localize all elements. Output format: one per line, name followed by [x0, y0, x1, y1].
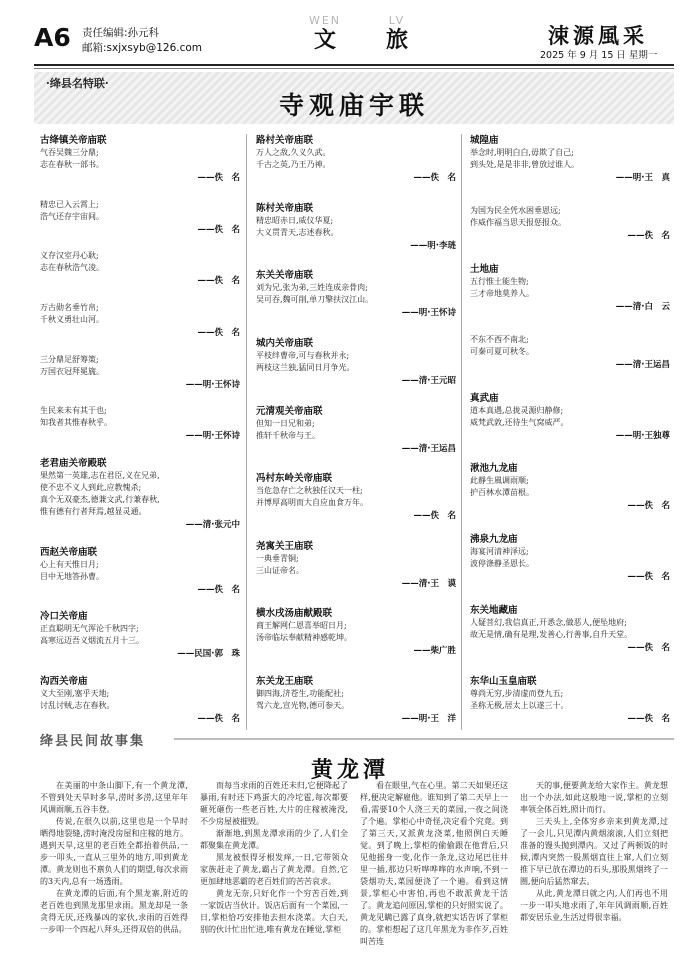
couplet-entry	[40, 610, 240, 661]
couplet-line: 汤帝临坛奉献精神感乾坤。	[256, 633, 352, 643]
section-left	[300, 14, 350, 53]
couplet-line: 道本真遇,总拢灵源归静修;	[470, 405, 564, 415]
section-left-en: WEN	[308, 14, 342, 27]
couplet-line: 两枝这兰独,猛同日月争光。	[256, 362, 355, 372]
couplet-line: 义存汉室丹心耿;	[40, 251, 99, 261]
couplet-title: 元清观关帝庙联	[256, 405, 323, 417]
couplet-line: 海宴河清神泽远;	[470, 547, 529, 557]
page-number: A6	[34, 23, 71, 52]
couplet-line: 到头处,是是非非,曾放过谁人。	[470, 160, 580, 169]
couplet-line: 三分鼎足舒筹策;	[40, 354, 99, 364]
story-paragraph: 天的事,便要黄龙给大家作主。黄龙想出一个办法,如此这般地一说,掌柜的立刻率领全体百姓,照计而行。	[520, 781, 668, 814]
story-column-4	[520, 780, 668, 924]
story-paragraph: 渐渐地,到黑龙潭求雨的少了,人们全都聚集在黄龙潭。	[200, 829, 348, 850]
couplet-author: ——佚 名	[627, 714, 670, 724]
story-title: 黄龙潭	[310, 757, 389, 783]
couplet-author: ——明·李琏	[410, 240, 456, 251]
newspaper-brand: 涑源風采	[548, 23, 648, 48]
couplet-line: 五行惟土能生物;	[470, 276, 529, 286]
couplet-author: ——清·张元中	[185, 519, 240, 530]
couplet-title: 沸泉九龙庙	[470, 534, 518, 546]
couplet-line: 当危急存亡之秋独任汉天一柱;	[256, 486, 363, 496]
couplet-author: ——佚 名	[627, 501, 670, 512]
story-paragraph: 黄龙无奈,只好化作一个穷苦百姓,到一家饭店当伙计。饭店后面有一个菜园,一日,掌柜恰巧安排他去担水浇菜。大白天,别的伙计忙出忙进,唯有黄龙在睡觉,掌柜	[200, 889, 348, 934]
couplet-title: 东关龙王庙联	[256, 676, 314, 687]
couplet-line: 作威作福当思天报惩报众。	[470, 217, 566, 227]
couplet-author: ——佚 名	[627, 643, 670, 654]
couplet-line: 并博厚高明而大自应血食万年。	[256, 498, 368, 508]
couplet-line: 万国衣冠拜冕旒。	[40, 366, 104, 376]
story-column-2	[200, 780, 348, 936]
couplet-title: 真武庙	[470, 392, 499, 404]
couplet-author: ——佚 名	[197, 173, 240, 183]
couplet-entry	[470, 205, 670, 243]
couplet-line: 知我者其惟春秋乎。	[40, 418, 112, 428]
couplet-author: ——明·王怀诗	[185, 379, 240, 390]
couplet-line: 一典垂青铜;	[256, 553, 299, 563]
couplet-line: 圣称无极,居太上以遂三十。	[470, 701, 569, 710]
story-paragraph: 三天头上,全体穷乡亲来到黄龙潭,过了一会儿,只见潭内黄烟滚滚,人们立刻把准备的馒头抛到潭内。又过了两顿饭的时候,潭内突然一股黑烟直往上窜,人们立刻推下早已放在潭边的石头,那股黑烟终了一圈,便向后猛然窜去。	[520, 817, 668, 886]
couplet-line: 尊尚无穷,步清虚而登九五;	[470, 689, 564, 698]
couplet-title: 冷口关帝庙	[40, 611, 88, 623]
couplet-entry	[470, 334, 670, 372]
story-paragraph: 在黄龙潭的后面,有个黑龙寨,附近的老百姓也到黑龙那里求雨。黑龙却是一条贪得无厌,还残暴凶的家伙,求雨的百姓得一步叩一个四起八拜头,还得双倍的供品。	[40, 889, 188, 934]
couplet-title: 陈村关帝庙联	[256, 202, 314, 214]
couplet-line: 真个无双豪杰,德兼文武,行兼春秋,	[40, 494, 160, 504]
couplet-title: 城内关帝庙联	[256, 337, 314, 349]
couplet-line: 护百林水潭苗根。	[470, 488, 534, 498]
couplet-entry	[40, 675, 240, 726]
couplet-entry	[256, 472, 456, 523]
couplet-line: 心上有天惟日月;	[40, 559, 99, 569]
story-paragraph: 在美丽的中条山脚下,有一个黄龙潭,不管到处天旱时多旱,涝时多涝,这里年年风调雨顺,五谷丰登。	[40, 781, 188, 814]
couplet-entry	[470, 604, 670, 655]
couplet-title: 土地庙	[470, 263, 499, 275]
couplet-line: 御四海,济苍生,功能配社;	[256, 689, 344, 698]
couplet-line: 刘为兄,张为弟,三姓连成亲骨肉;	[256, 283, 368, 293]
couplet-author: ——佚 名	[413, 173, 456, 183]
couplet-title: 横水戌汤庙献殿联	[256, 608, 333, 620]
temple-section-banner	[34, 72, 674, 124]
couplet-entry	[40, 199, 240, 237]
couplet-author: ——佚 名	[197, 713, 240, 724]
couplet-line: 生民来未有其于也;	[40, 406, 107, 416]
couplet-line: 千古之英,乃王乃神。	[256, 160, 331, 169]
couplet-author: ——清·白 云	[615, 301, 670, 312]
couplet-entry	[40, 134, 240, 185]
couplet-line: 高寒远迈吾义烟流五月十三。	[40, 636, 144, 646]
couplet-entry	[256, 202, 456, 253]
story-paragraph: 黑龙被恨得牙根发痒,一日,它带领众家族赶走了黄龙,霸占了黄龙潭。自然,它更加肆地恶霸的老百姓们的苦苦哀求。	[200, 853, 348, 886]
couplet-line: 三山证帝名。	[256, 565, 304, 575]
header-rule-thin	[34, 68, 674, 69]
header-rule	[34, 64, 674, 66]
couplet-column-1	[40, 134, 240, 726]
couplet-column-3	[470, 134, 670, 726]
couplet-line: 使不忠不义人到此,应教愧杀;	[40, 482, 142, 492]
couplet-entry	[470, 462, 670, 513]
couplet-entry	[40, 457, 240, 532]
couplet-line: 威梵武敦,还待生气窝威严。	[470, 417, 569, 427]
couplet-line: 正直聪明无气浑沦千秋四字;	[40, 624, 139, 634]
editor-info	[82, 26, 202, 56]
story-paragraph: 从此,黄龙潭日就之内,人们再也不用一步一叩头地求雨了,年年风调雨顺,百姓都安居乐业,生活过得很幸福。	[520, 889, 668, 922]
couplet-line: 三才帝地莫养人。	[470, 288, 534, 298]
story-section-banner	[34, 730, 674, 748]
couplet-line: 志在春秋浩气凌。	[40, 263, 104, 273]
couplet-line: 目中无地答孙曹。	[40, 571, 104, 581]
section-right	[372, 14, 422, 53]
couplet-entry	[256, 607, 456, 658]
temple-article-title: 寺观庙宇联	[278, 91, 429, 120]
story-paragraph: 而每当求雨的百姓还未归,它便降起了暴雨,有时还下鸡蛋大的冷坨雹,每次都要砸死砸伤一些老百姓,大片的庄稼被淹没,不少房屋被摧毁。	[200, 781, 348, 826]
column-divider	[461, 134, 462, 730]
couplet-title: 尧寓关王庙联	[256, 540, 314, 552]
section-left-cn: 文	[313, 27, 336, 53]
story-column-name: 绛县民间故事集	[40, 730, 153, 749]
couplet-line: 精忠已入云霄上;	[40, 199, 99, 209]
couplet-title: 湫池九龙庙	[470, 463, 518, 475]
column-divider	[246, 134, 247, 730]
couplet-line: 商王解网仁恩喜举昭日月;	[256, 621, 347, 631]
couplet-entry	[40, 302, 240, 340]
couplet-line: 果然第一英雄,志在君臣,义在兄弟,	[40, 470, 160, 480]
couplet-entry	[256, 675, 456, 726]
editor-name: 责任编辑:孙元科	[82, 27, 160, 39]
couplet-title: 东关地藏庙	[470, 605, 518, 617]
couplet-line: 义大至刚,塞乎天地;	[40, 688, 110, 698]
couplet-entry	[470, 392, 670, 443]
couplet-author: ——佚 名	[197, 327, 240, 338]
section-right-cn: 旅	[385, 27, 408, 53]
story-column-3	[360, 780, 508, 948]
story-column-1	[40, 780, 188, 936]
couplet-line: 大义贯青天,志述春秋。	[256, 227, 339, 237]
couplet-line: 波停涤静圣恩长。	[470, 559, 534, 569]
couplet-author: ——清·王 谟	[401, 578, 456, 589]
couplet-author: ——民国·郭 珠	[177, 649, 240, 660]
couplet-line: 推轩千秋帝与王。	[256, 430, 320, 440]
couplet-entry	[40, 405, 240, 443]
couplet-entry	[256, 540, 456, 591]
couplet-line: 惟有德有行者拜焉,越显灵通。	[40, 506, 147, 516]
couplet-entry	[256, 134, 456, 185]
couplet-title: 沟西关帝庙	[40, 675, 88, 687]
couplet-author: ——明·王 洋	[401, 714, 456, 724]
story-paragraph: 传说,在很久以前,这里也是一个旱时晒得地裂缝,涝时淹没房屋和庄稼的地方。遇到天旱,这里的老百姓全都抬着供品,一步一叩头,一直从三里外的地方,叩到黄龙潭。黄龙则也不禀负人们的期望,每次求雨的3天内,总有一场透雨。	[40, 817, 188, 886]
couplet-entry	[470, 533, 670, 584]
couplet-line: 志在春秋一部书。	[40, 160, 104, 169]
couplet-entry	[256, 405, 456, 456]
couplet-title: 冯村东岭关帝庙联	[256, 473, 333, 485]
couplet-title: 古绛镇关帝庙联	[40, 135, 107, 146]
couplet-entry	[40, 354, 240, 392]
couplet-author: ——佚 名	[197, 224, 240, 235]
couplet-author: ——佚 名	[413, 511, 456, 522]
couplet-title: 东华山玉皇庙联	[470, 676, 537, 687]
couplet-line: 气吞吴魏三分鼎;	[40, 148, 99, 157]
couplet-entry	[40, 250, 240, 288]
couplet-entry	[470, 675, 670, 726]
section-right-en: LV	[388, 14, 406, 27]
couplet-entry	[40, 546, 240, 597]
couplet-line: 万古勋名垂竹帛;	[40, 302, 99, 312]
couplet-line: 平枝绊曹帝,可与春秋并永;	[256, 350, 350, 360]
couplet-author: ——明·王怀诗	[185, 431, 240, 442]
couplet-entry	[256, 269, 456, 320]
couplet-author: ——佚 名	[627, 572, 670, 583]
couplet-entry	[470, 263, 670, 314]
couplet-author: ——明·王独尊	[615, 430, 670, 441]
couplet-line: 不东不西不南北;	[470, 334, 529, 344]
couplet-line: 千秋义勇壮山河。	[40, 314, 104, 324]
couplet-title: 城隍庙	[470, 135, 499, 146]
temple-column-name: ·绛县名特联·	[46, 77, 109, 90]
couplet-author: ——佚 名	[197, 584, 240, 595]
couplet-line: 驾六龙,宣光物,德可参天。	[256, 701, 350, 710]
couplet-line: 举念时,明明白白,毋欺了自己;	[470, 148, 574, 157]
couplet-line: 精忠昭赤日,威仪华夏;	[256, 215, 334, 225]
couplet-line: 吴可吞,魏可削,单刀擎扶汉江山。	[256, 295, 374, 305]
couplet-line: 为国为民全凭水困垂恩远;	[470, 205, 561, 215]
couplet-author: ——明·王怀诗	[401, 308, 456, 319]
couplet-entry	[256, 337, 456, 388]
editor-email: 邮箱:sxjxsyb@126.com	[82, 42, 203, 54]
couplet-column-2	[256, 134, 456, 726]
couplet-line: 但知一日兄和弟;	[256, 418, 315, 428]
couplet-author: ——柴广胜	[413, 646, 456, 657]
couplet-author: ——明·王 真	[615, 173, 670, 183]
couplet-line: 人疑菩幻,我信真正,开悉念,做恶人,便坠地府;	[470, 618, 627, 628]
banner-rule	[174, 738, 674, 740]
couplet-entry	[470, 134, 670, 185]
story-paragraph: 看在眼里,气在心里。第二天如果还这样,便决定解雇他。谁知到了第二天早上一看,需要10个人浇三天的菜园,一夜之间浇了个遍。掌柜心中奇怪,决定看个究竟。到了第三天,又派黄龙浇菜,他照例白天睡觉。到了晚上,掌柜的偷偷跟在他背后,只见他摇身一变,化作一条龙,这边尾巴往井里一插,那边只听哗哗哗的水声响,不到一袋烟功夫,菜园便浇了一个遍。看到这情景,掌柜心中害怕,再也不敢派黄龙干活了。黄龙追问原因,掌柜的只好照实说了。黄龙见瞒已露了真身,就把实话告诉了掌柜的。掌柜想起了这几年黑龙为非作歹,百姓叫苦连	[360, 781, 508, 946]
couplet-author: ——清·王运昌	[615, 359, 670, 370]
issue-date: 2025 年 9 月 15 日 星期一	[540, 50, 658, 61]
couplet-line: 讨乱讨贼,志在春秋。	[40, 700, 115, 710]
couplet-author: ——佚 名	[627, 230, 670, 241]
page-header	[0, 0, 700, 66]
couplet-line: 浩气还存宇宙间。	[40, 211, 104, 221]
couplet-author: ——佚 名	[197, 276, 240, 287]
couplet-title: 老君庙关帝殿联	[40, 457, 107, 469]
couplet-line: 可秦可夏可秋冬。	[470, 346, 534, 356]
couplet-author: ——清·王元昭	[401, 375, 456, 386]
couplet-line: 此靜生風调雨顺;	[470, 476, 529, 486]
couplet-title: 西赵关帝庙联	[40, 546, 98, 558]
couplet-line: 故无是情,确有是理,发善心,行善事,自升天堂。	[470, 630, 633, 640]
couplet-title: 路村关帝庙联	[256, 135, 314, 146]
couplet-author: ——清·王运昌	[401, 443, 456, 454]
couplet-line: 万人之敌,久义久武。	[256, 148, 331, 157]
couplet-title: 东关关帝庙联	[256, 270, 314, 282]
